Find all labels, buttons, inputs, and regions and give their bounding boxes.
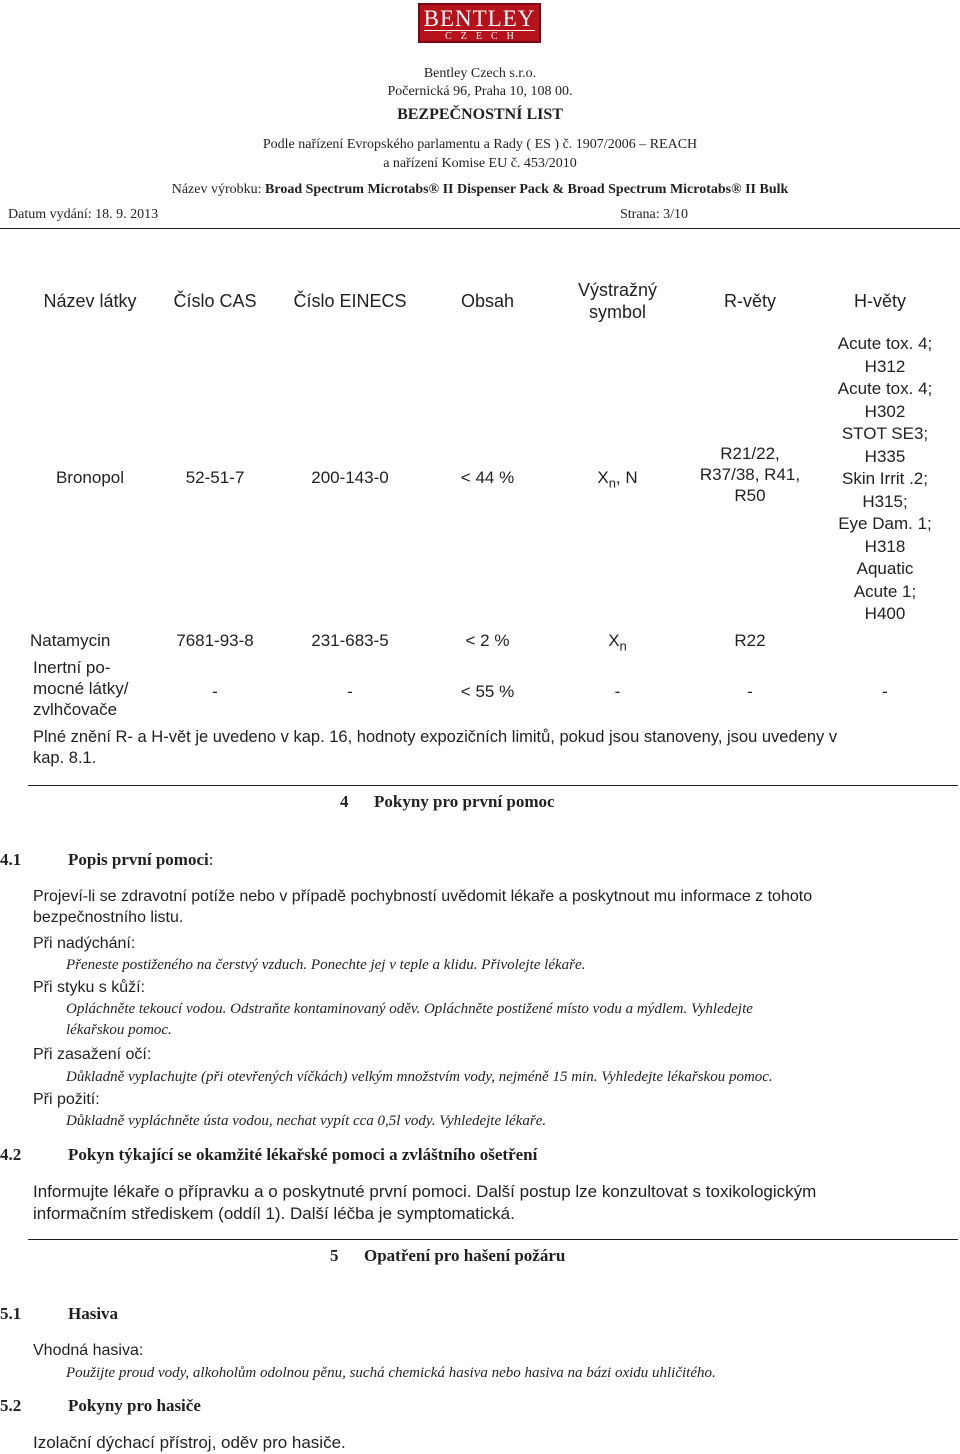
row1-symbol-main: X — [597, 468, 609, 487]
row1-content: < 44 % — [460, 468, 515, 487]
logo-sub-text: CZECH — [424, 30, 535, 42]
table-note-line: Plné znění R- a H-vět je uvedeno v kap. 16, hodnoty expozičních limitů, pokud jsou stanoveny, jsou uvedeny v — [33, 728, 838, 746]
skin-text-line: lékařskou pomoc. — [66, 1022, 172, 1038]
section5-rule — [28, 1239, 958, 1240]
eye-label: Při zasažení očí: — [33, 1046, 152, 1063]
s41-number: 4.1 — [0, 850, 22, 869]
s41-intro-line: Projeví-li se zdravotní potíže nebo v případě pochybností uvědomit lékaře a poskytnout mu informace z tohoto — [33, 888, 813, 905]
row1-h-line: Acute 1; — [853, 581, 917, 601]
row3-name-line: mocné látky/ — [33, 679, 129, 698]
row3-name-line: Inertní po- — [33, 658, 111, 677]
s41-intro — [33, 886, 958, 928]
row1-h-line: Acute tox. 4; — [837, 379, 933, 398]
s42-text-line: Informujte lékaře o přípravku a o poskytnuté první pomoci. Další postup lze konzultovat s toxikologickým — [33, 1182, 817, 1201]
s42-title: Pokyn týkající se okamžité lékařské pomoci a zvláštního ošetření — [68, 1145, 538, 1164]
row2-symbol — [565, 630, 670, 656]
row1-r-line: R37/38, R41, — [699, 465, 801, 484]
row1-h-line: H312 — [864, 356, 906, 376]
section4-title: 4 Pokyny pro první pomoc — [340, 792, 555, 811]
s51-title: Hasiva — [68, 1304, 119, 1323]
row3-r-phrases: - — [747, 682, 753, 701]
row1-name: Bronopol — [55, 468, 125, 487]
skin-label: Při styku s kůží: — [33, 979, 146, 996]
logo-main-text: BENTLEY — [423, 6, 536, 31]
row1-h-line: H302 — [864, 401, 906, 421]
product-label: Název výrobku: — [171, 182, 266, 197]
row1-h-line: Acute tox. 4; — [837, 334, 933, 353]
s41-intro-line: bezpečnostního listu. — [33, 909, 184, 926]
bentley-logo — [418, 3, 541, 43]
table-note-line: kap. 8.1. — [33, 749, 97, 767]
row1-r-line: R50 — [734, 486, 766, 505]
row1-h-line: Aquatic — [856, 559, 914, 578]
section4-rule — [28, 785, 958, 786]
row3-einecs: - — [347, 682, 353, 701]
row1-h-line: H315; — [862, 491, 908, 511]
skin-text — [66, 999, 958, 1041]
row1-symbol-rest: , N — [615, 468, 638, 487]
company-address: Počernická 96, Praha 10, 108 00. — [387, 84, 573, 99]
regulation-line-2: a nařízení Komise EU č. 453/2010 — [383, 156, 577, 171]
s42-text — [33, 1181, 958, 1225]
col-header-name: Název látky — [43, 291, 137, 311]
row1-symbol-sub: n — [608, 475, 616, 491]
row1-h-line: STOT SE3; — [841, 424, 929, 443]
inhalation-label: Při nadýchání: — [33, 935, 136, 952]
row2-r-phrases: R22 — [734, 631, 766, 650]
row2-einecs: 231-683-5 — [311, 631, 389, 650]
row1-h-phrases — [818, 333, 952, 626]
suitable-label: Vhodná hasiva: — [33, 1342, 144, 1359]
row1-einecs: 200-143-0 — [311, 468, 389, 487]
col-header-symbol: Výstražný symbol — [577, 280, 658, 322]
s41-colon: : — [208, 850, 214, 869]
ingestion-label: Při požití: — [33, 1091, 100, 1108]
col-header-cas: Číslo CAS — [173, 291, 257, 311]
document-title: BEZPEČNOSTNÍ LIST — [397, 106, 563, 123]
page-number: Strana: 3/10 — [620, 207, 689, 222]
row1-h-line: Eye Dam. 1; — [838, 514, 932, 533]
product-name: Broad Spectrum Microtabs® II Dispenser Pack & Broad Spectrum Microtabs® II Bulk — [265, 182, 789, 197]
row1-h-line: H400 — [864, 604, 906, 623]
row1-cas: 52-51-7 — [185, 468, 245, 487]
row1-h-line: H335 — [864, 446, 906, 466]
row3-cas: - — [212, 682, 218, 701]
s51-number: 5.1 — [0, 1304, 22, 1323]
row2-name: Natamycin — [30, 631, 111, 650]
col-header-content: Obsah — [460, 291, 515, 311]
product-line — [0, 181, 960, 199]
s42-number: 4.2 — [0, 1145, 22, 1164]
regulation-line-1: Podle nařízení Evropského parlamentu a Rady ( ES ) č. 1907/2006 – REACH — [262, 137, 698, 152]
row1-h-line: H318 — [864, 536, 906, 556]
ingestion-text: Důkladně vypláchněte ústa vodou, nechat vypít cca 0,5l vody. Vyhledejte lékaře. — [66, 1113, 547, 1129]
col-header-h: H-věty — [853, 291, 906, 311]
inhalation-text: Přeneste postiženého na čerstvý vzduch. Ponechte jej v teple a klidu. Přivolejte lékaře. — [66, 957, 586, 973]
row3-name — [33, 657, 163, 720]
header-rule — [0, 228, 960, 229]
s41-heading — [68, 849, 213, 871]
row1-symbol — [565, 467, 670, 493]
row1-r-phrases — [690, 443, 810, 506]
eye-text: Důkladně vyplachujte (při otevřených víčkách) velkým množstvím vody, nejméně 15 min. Vyhledejte lékařskou pomoc. — [66, 1069, 773, 1085]
s52-text: Izolační dýchací přístroj, oděv pro hasiče. — [33, 1433, 346, 1452]
row2-symbol-sub: n — [619, 638, 627, 654]
s42-text-line: informačním střediskem (oddíl 1). Další léčba je symptomatická. — [33, 1204, 515, 1223]
row3-symbol: - — [614, 682, 621, 701]
skin-text-line: Opláchněte tekoucí vodou. Odstraňte kontaminovaný oděv. Opláchněte postižené místo vodu a mýdlem. Vyhledejte — [66, 1001, 753, 1017]
section5-title: 5 Opatření pro hašení požáru — [330, 1246, 566, 1265]
s52-number: 5.2 — [0, 1396, 22, 1415]
s52-title: Pokyny pro hasiče — [68, 1396, 201, 1415]
row3-h-phrases: - — [882, 682, 888, 701]
row2-content: < 2 % — [465, 631, 510, 650]
row3-name-line: zvlhčovače — [33, 700, 118, 719]
row2-symbol-main: X — [608, 631, 620, 650]
col-header-einecs: Číslo EINECS — [293, 291, 407, 311]
col-header-r: R-věty — [723, 291, 776, 311]
row1-h-line: Skin Irrit .2; — [842, 469, 928, 488]
s41-title: Popis první pomoci — [68, 850, 209, 869]
company-name: Bentley Czech s.r.o. — [423, 66, 537, 81]
suitable-text: Použijte proud vody, alkoholům odolnou pěnu, suchá chemická hasiva nebo hasiva na bázi oxidu uhličitého. — [66, 1365, 716, 1381]
row1-r-line: R21/22, — [720, 444, 780, 463]
row3-content: < 55 % — [460, 682, 515, 701]
issue-date: Datum vydání: 18. 9. 2013 — [8, 207, 159, 222]
table-note — [33, 727, 958, 769]
row2-cas: 7681-93-8 — [176, 631, 254, 650]
